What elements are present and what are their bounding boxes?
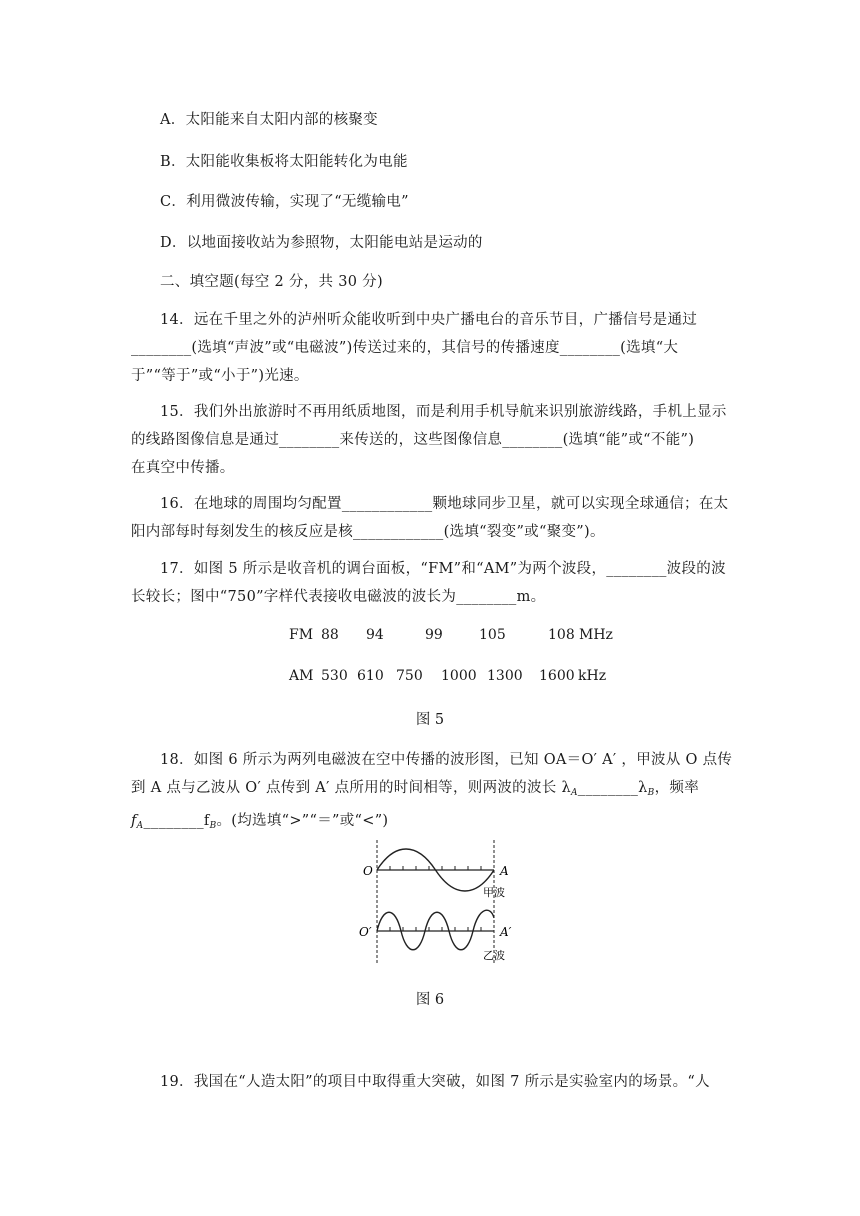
question-19 <box>131 1068 741 1096</box>
q19-line-1: 19．我国在“人造太阳”的项目中取得重大突破，如图 7 所示是实验室内的场景。“人 <box>160 1074 710 1090</box>
option-c: C．利用微波传输，实现了“无缆输电” <box>160 194 409 210</box>
section-title: 二、填空题(每空 2 分，共 30 分) <box>160 274 383 290</box>
q18-line-1: 18．如图 6 所示为两列电磁波在空中传播的波形图，已知 OA＝O′ A′ ，甲波从 O 点传 <box>160 752 733 768</box>
q18-line-3-mid: ________f <box>143 813 210 829</box>
q18-line-3-end: 。(均选填“>”“＝”或“<”) <box>216 813 389 829</box>
option-d: D．以地面接收站为参照物，太阳能电站是运动的 <box>160 235 483 251</box>
label-wave-b: 乙波 <box>483 949 505 962</box>
figure-5-caption: 图 5 <box>415 712 445 728</box>
q15-line-1: 15．我们外出旅游时不再用纸质地图，而是利用手机导航来识别旅游线路，手机上显示 <box>160 404 727 420</box>
label-o: O <box>363 864 373 878</box>
f-b-subscript: B <box>209 821 217 831</box>
q15-line-3: 在真空中传播。 <box>131 460 235 476</box>
q16-line-1: 16．在地球的周围均匀配置____________颗地球同步卫星，就可以实现全球通信；在太 <box>160 496 729 512</box>
question-14 <box>131 306 741 390</box>
fm-tick: 88 <box>321 627 339 643</box>
fm-tick: 99 <box>425 627 443 643</box>
am-tick: 750 <box>396 668 423 684</box>
question-18 <box>131 746 741 840</box>
fm-unit: MHz <box>579 627 613 643</box>
q14-line-2: ________(选填“声波”或“电磁波”)传送过来的，其信号的传播速度________(选填“大 <box>131 340 679 356</box>
question-17 <box>131 555 741 611</box>
am-unit: kHz <box>578 668 607 684</box>
am-tick: 1300 <box>487 668 523 684</box>
q15-line-2: 的线路图像信息是通过________来传送的，这些图像信息________(选填“能”或“不能”) <box>131 432 695 448</box>
am-tick: 610 <box>357 668 384 684</box>
f-a-symbol: f <box>131 813 137 829</box>
label-a-prime: A′ <box>500 925 512 939</box>
fm-tick: 94 <box>366 627 384 643</box>
q14-line-3: 于”“等于”或“小于”)光速。 <box>131 368 309 384</box>
option-b: B．太阳能收集板将太阳能转化为电能 <box>160 154 408 170</box>
am-label: AM <box>289 668 314 684</box>
label-o-prime: O′ <box>359 925 372 939</box>
q16-line-2: 阳内部每时每刻发生的核反应是核____________(选填“裂变”或“聚变”)。 <box>131 524 605 540</box>
question-16 <box>131 490 741 546</box>
fm-tick: 108 <box>548 627 575 643</box>
q18-line-2-text-a: 到 A 点与乙波从 O′ 点传到 A′ 点所用的时间相等，则两波的波长 λ <box>131 780 571 796</box>
option-a: A．太阳能来自太阳内部的核聚变 <box>160 112 378 128</box>
q18-line-2 <box>131 774 741 807</box>
q17-line-1: 17．如图 5 所示是收音机的调台面板，“FM”和“AM”为两个波段，________波段的波 <box>160 561 726 577</box>
label-wave-a: 甲波 <box>483 886 505 899</box>
fm-label: FM <box>289 627 314 643</box>
question-15 <box>131 398 741 482</box>
q17-line-2: 长较长；图中“750”字样代表接收电磁波的波长为________m。 <box>131 589 546 605</box>
lambda-a-subscript: A <box>570 788 578 798</box>
lambda-b-subscript: B <box>647 788 655 798</box>
fm-tick: 105 <box>479 627 506 643</box>
am-scale-row <box>289 668 609 688</box>
am-tick: 530 <box>321 668 348 684</box>
q14-line-1: 14．远在千里之外的泸州听众能收听到中央广播电台的音乐节目，广播信号是通过 <box>160 312 698 328</box>
wave-b-curve <box>377 910 494 950</box>
figure-6-caption: 图 6 <box>415 992 445 1008</box>
am-tick: 1000 <box>441 668 477 684</box>
label-a: A <box>500 864 509 878</box>
figure-6-wave-diagram <box>355 838 525 966</box>
q18-line-3 <box>131 807 741 840</box>
q18-line-2-text-c: ，频率 <box>654 780 699 796</box>
am-tick: 1600 <box>539 668 575 684</box>
f-a-subscript: A <box>136 821 144 831</box>
fm-scale-row <box>289 627 613 647</box>
q18-line-2-text-b: ________λ <box>577 780 648 796</box>
